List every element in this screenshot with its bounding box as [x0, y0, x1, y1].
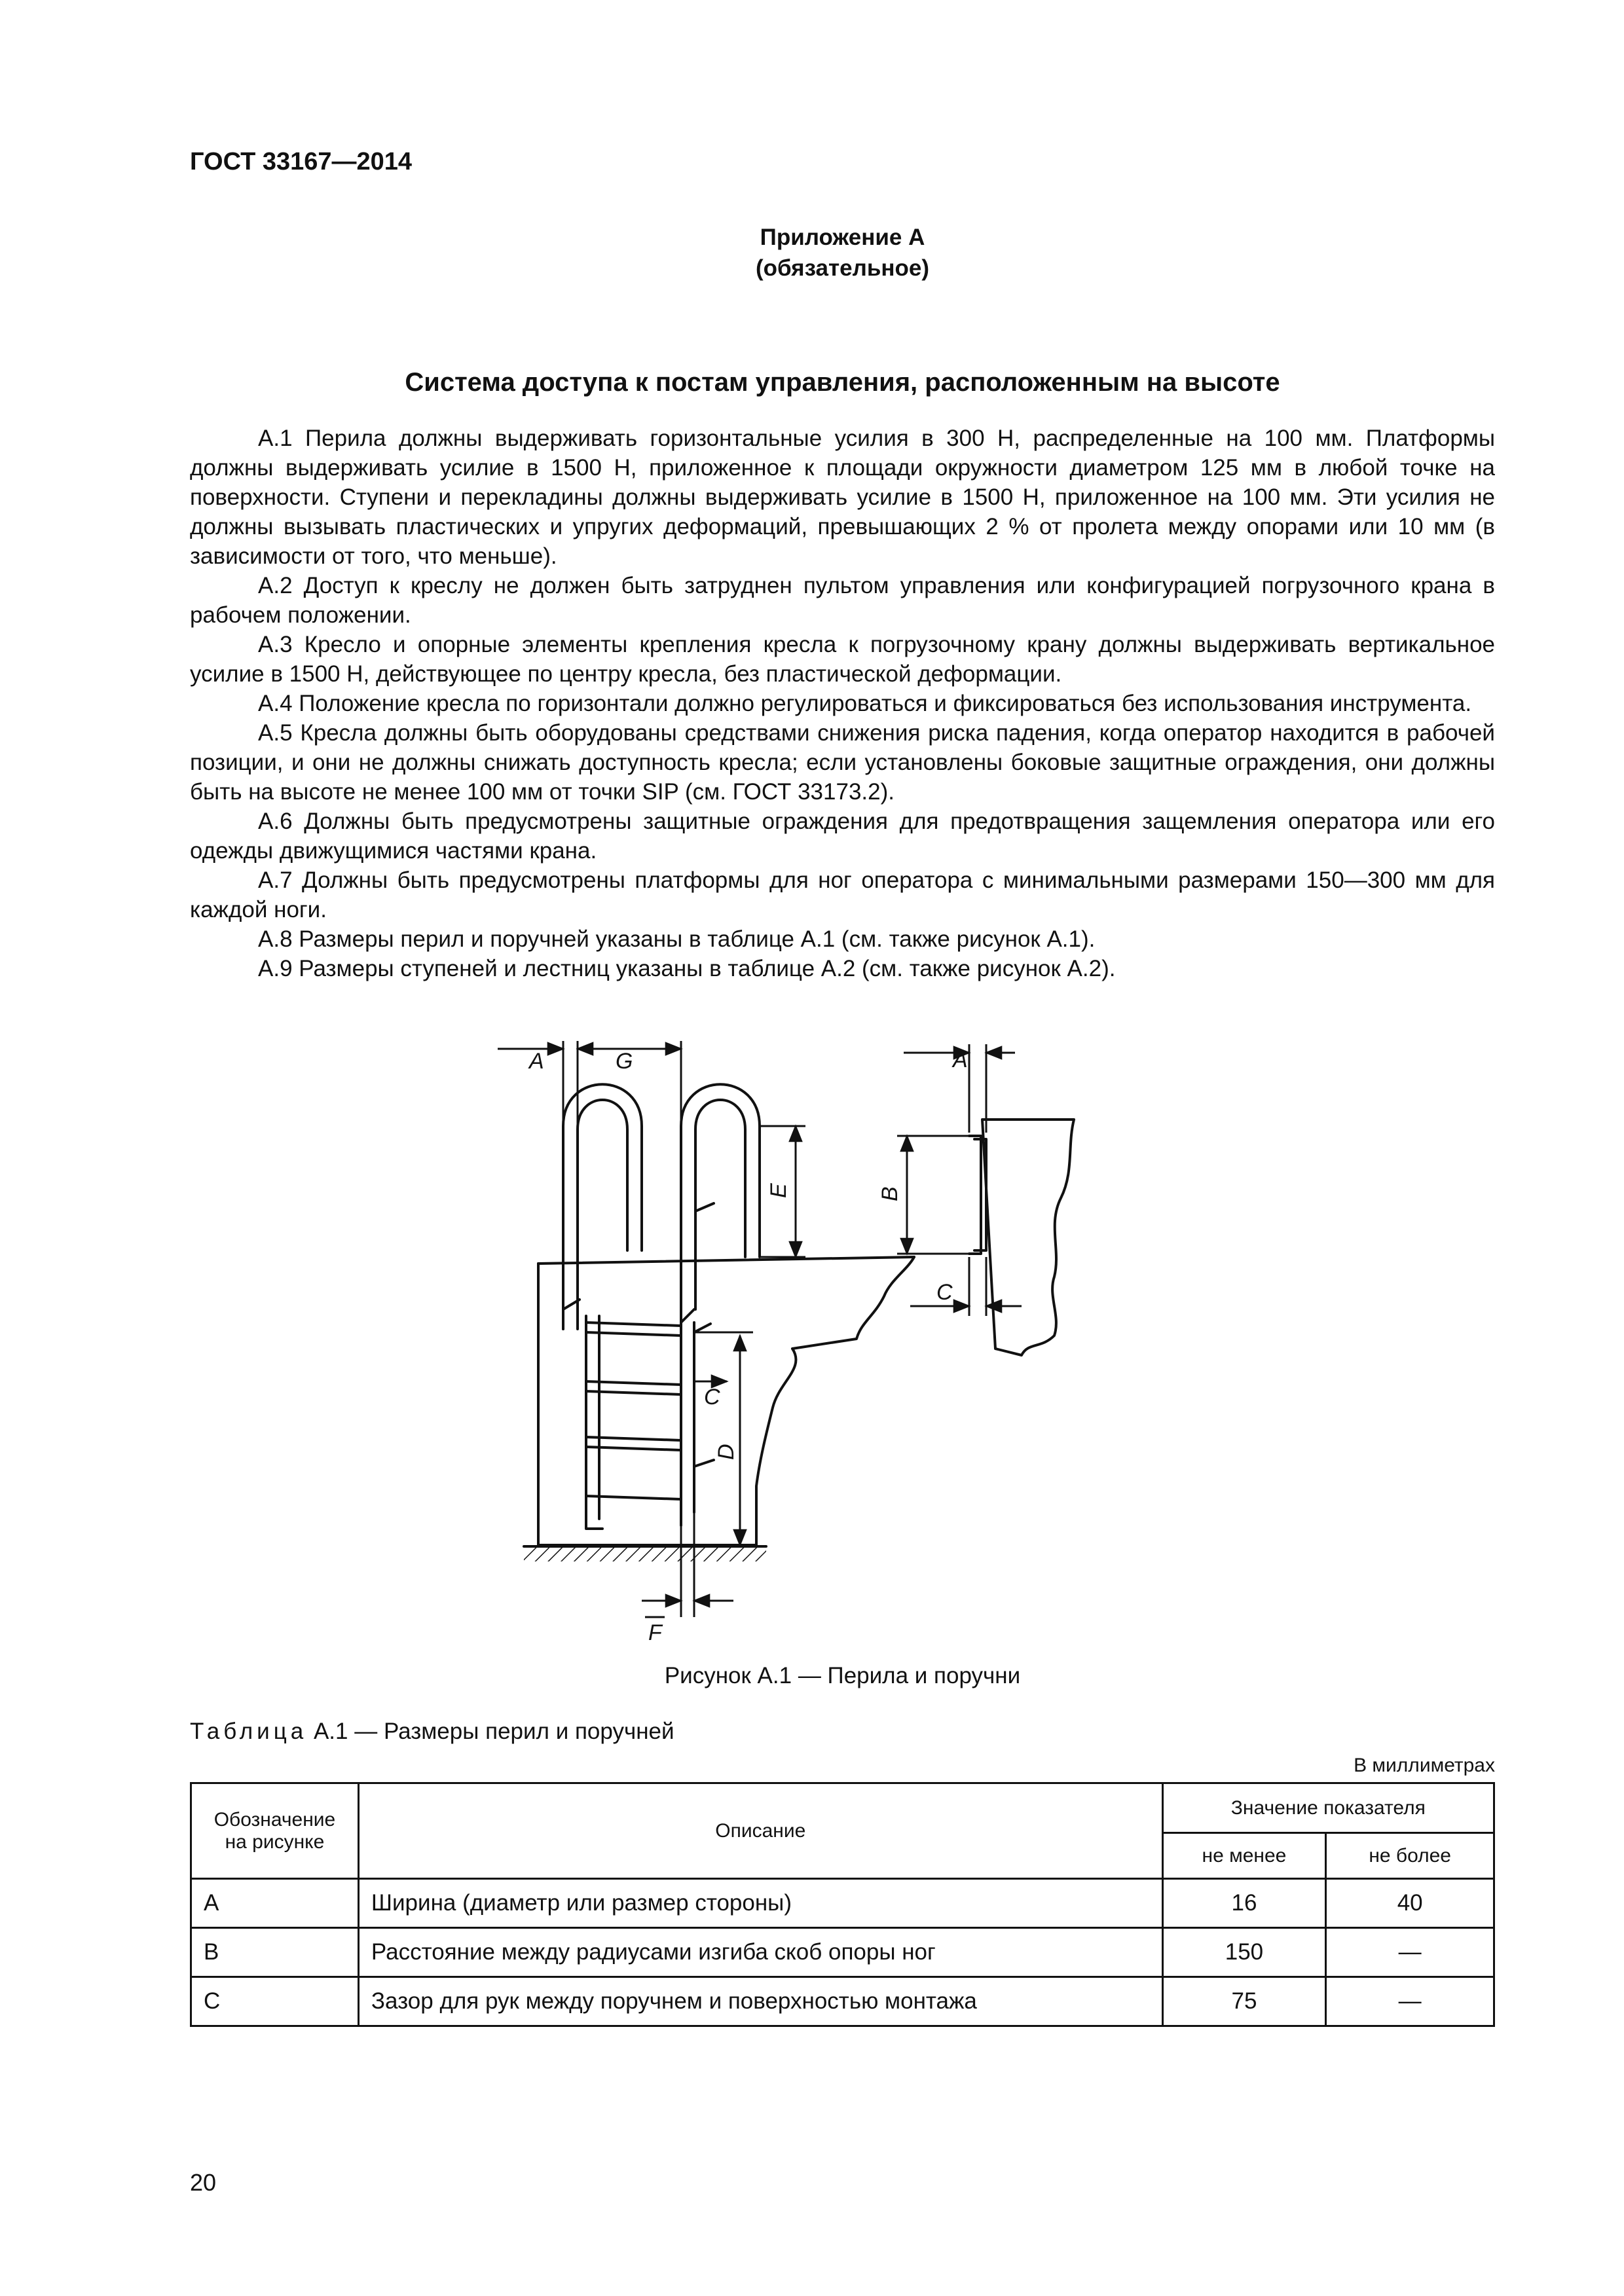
header-max: не более [1326, 1833, 1494, 1879]
appendix-title: Приложение А [760, 225, 925, 250]
appendix-status: (обязательное) [755, 255, 929, 281]
cell-min: 75 [1162, 1977, 1326, 2026]
paragraph-a6: А.6 Должны быть предусмотрены защитные ограждения для предотвращения защемления оператора или его одежды движущимися частями крана. [190, 809, 1495, 864]
paragraph-a2: А.2 Доступ к креслу не должен быть затруднен пультом управления или конфигурацией погрузочного крана в рабочем положении. [190, 573, 1495, 628]
table-row [191, 1977, 1494, 2026]
dim-label-b: B [877, 1186, 902, 1201]
cell-max: — [1326, 1928, 1494, 1977]
cell-designation: B [191, 1928, 359, 1977]
paragraph-a1: А.1 Перила должны выдерживать горизонтальные усилия в 300 Н, распределенные на 100 мм. Платформы должны выдерживать усилие в 1500 Н, приложенное к площади окружности диаметром 125 мм в любой точке на поверхности. Ступени и перекладины должны выдерживать усилие в 1500 Н, приложенное на 100 мм. Эти усилия не должны вызывать пластических и упругих деформаций, превышающих 2 % от пролета между опорами или 10 мм (в зависимости от того, что меньше). [190, 426, 1495, 569]
dim-label-a-right: A [953, 1048, 968, 1072]
header-min: не менее [1162, 1833, 1326, 1879]
cell-description: Ширина (диаметр или размер стороны) [358, 1879, 1162, 1928]
paragraph-a9: А.9 Размеры ступеней и лестниц указаны в таблице А.2 (см. также рисунок А.2). [258, 956, 1116, 981]
dim-label-c-right: C [936, 1280, 953, 1305]
paragraph-a4: А.4 Положение кресла по горизонтали должно регулироваться и фиксироваться без использования инструмента. [258, 691, 1472, 716]
paragraph-a3: А.3 Кресло и опорные элементы крепления кресла к погрузочному крану должны выдерживать вертикальное усилие в 1500 Н, действующее по центру кресла, без пластической деформации. [190, 632, 1495, 687]
paragraph-a8: А.8 Размеры перил и поручней указаны в таблице А.1 (см. также рисунок А.1). [258, 926, 1096, 952]
header-description: Описание [358, 1783, 1162, 1879]
cell-designation: A [191, 1879, 359, 1928]
page-number: 20 [190, 2169, 217, 2196]
dim-label-a: A [529, 1049, 544, 1074]
body-text [190, 424, 1495, 983]
dim-label-g: G [616, 1049, 633, 1074]
dim-label-f: F [648, 1620, 662, 1645]
table-caption-text: А.1 — Размеры перил и поручней [307, 1719, 674, 1744]
table-units: В миллиметрах [1354, 1755, 1495, 1776]
dim-label-d: D [714, 1444, 739, 1460]
paragraph-a7: А.7 Должны быть предусмотрены платформы для ног оператора с минимальными размерами 150—300 мм для каждой ноги. [190, 867, 1495, 922]
figure-caption: Рисунок А.1 — Перила и поручни [664, 1663, 1021, 1688]
cell-min: 16 [1162, 1879, 1326, 1928]
cell-description: Расстояние между радиусами изгиба скоб опоры ног [358, 1928, 1162, 1977]
paragraph-a5: А.5 Кресла должны быть оборудованы средствами снижения риска падения, когда оператор находится в рабочей позиции, и они не должны снижать доступность кресла; если установлены боковые защитные ограждения, они должны быть на высоте не менее 100 мм от точки SIP (см. ГОСТ 33173.2). [190, 720, 1495, 805]
dim-label-c-left: C [704, 1385, 720, 1410]
ladder-handrail-drawing [498, 1041, 1153, 1656]
header-designation: Обозначение на рисунке [191, 1783, 359, 1879]
section-title: Система доступа к постам управления, расположенным на высоте [405, 368, 1280, 397]
cell-max: 40 [1326, 1879, 1494, 1928]
cell-max: — [1326, 1977, 1494, 2026]
dimensions-table [190, 1782, 1495, 2027]
table-caption-prefix: Таблица [190, 1719, 308, 1744]
dim-label-e: E [766, 1183, 791, 1198]
cell-min: 150 [1162, 1928, 1326, 1977]
table-caption [190, 1719, 674, 1745]
table-row [191, 1879, 1494, 1928]
cell-designation: C [191, 1977, 359, 2026]
document-code: ГОСТ 33167—2014 [190, 148, 413, 175]
cell-description: Зазор для рук между поручнем и поверхностью монтажа [358, 1977, 1162, 2026]
table-row [191, 1928, 1494, 1977]
header-value: Значение показателя [1162, 1783, 1494, 1833]
